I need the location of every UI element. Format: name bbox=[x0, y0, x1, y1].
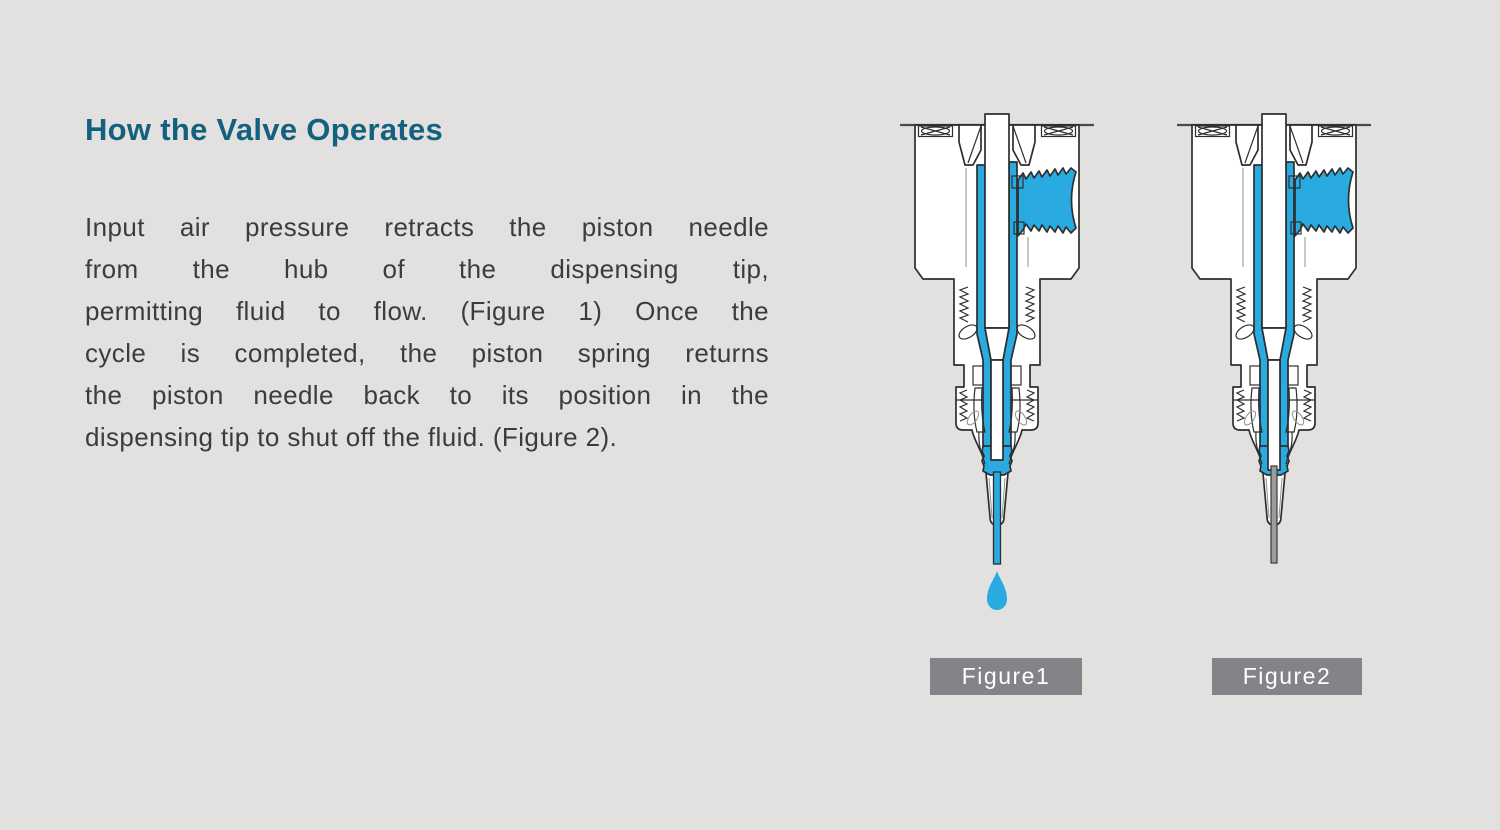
figure1-label: Figure1 bbox=[930, 658, 1082, 695]
body-line: the piston needle back to its position in the bbox=[85, 380, 769, 410]
needle-extended bbox=[1271, 466, 1277, 563]
body-line: cycle is completed, the piston spring returns bbox=[85, 338, 769, 368]
body-line: Input air pressure retracts the piston needle bbox=[85, 212, 769, 242]
fluid-inlet-threads bbox=[1018, 168, 1076, 236]
valve-diagram-closed bbox=[1174, 110, 1374, 630]
fluid-droplet bbox=[987, 571, 1007, 610]
body-line: from the hub of the dispensing tip, bbox=[85, 254, 769, 284]
body-line: dispensing tip to shut off the fluid. (Figure 2). bbox=[85, 422, 618, 452]
body-paragraph bbox=[85, 206, 769, 458]
fluid-stream bbox=[994, 472, 1001, 564]
page-title: How the Valve Operates bbox=[85, 112, 444, 147]
valve-diagram-open bbox=[897, 110, 1097, 630]
body-line: permitting fluid to flow. (Figure 1) Once the bbox=[85, 296, 769, 326]
fluid-inlet-threads bbox=[1295, 168, 1353, 236]
figure2-label: Figure2 bbox=[1212, 658, 1362, 695]
text-column bbox=[85, 112, 769, 458]
